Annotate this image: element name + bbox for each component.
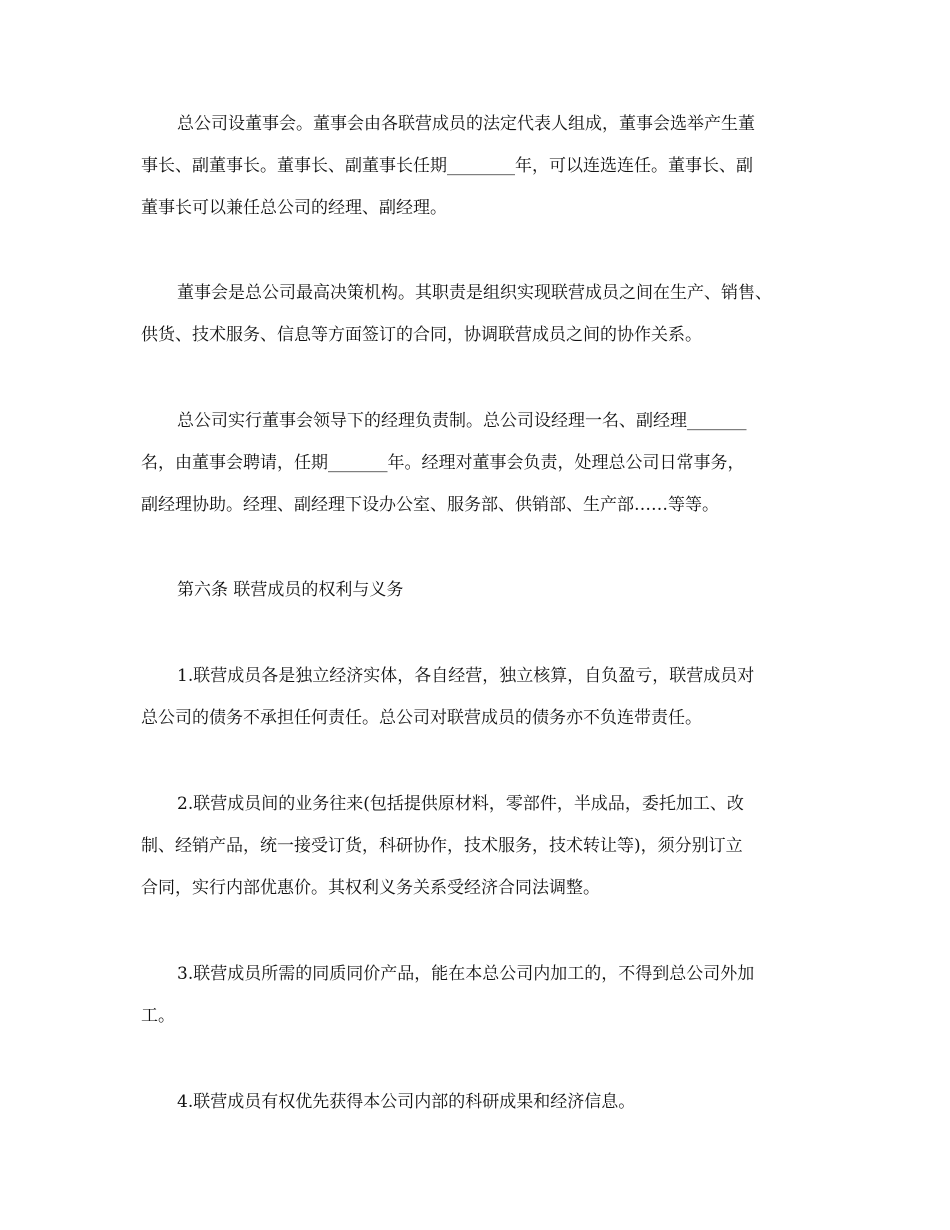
article-heading: 第六条 联营成员的权利与义务 <box>177 580 404 600</box>
text-line: 总公司的债务不承担任何责任。总公司对联营成员的债务亦不负连带责任。 <box>141 708 702 728</box>
paragraph-board-of-directors <box>141 103 821 229</box>
text-line: 总公司实行董事会领导下的经理负责制。总公司设经理一名、副经理_______ <box>177 411 747 431</box>
paragraph-board-duties <box>141 272 821 356</box>
text-line: 工。 <box>141 1006 175 1026</box>
paragraph-manager-responsibility <box>141 400 821 526</box>
text-line: 3.联营成员所需的同质同价产品，能在本总公司内加工的，不得到总公司外加 <box>177 964 755 984</box>
list-item-2 <box>141 783 821 909</box>
text-line: 名，由董事会聘请，任期_______年。经理对董事会负责，处理总公司日常事务， <box>141 453 745 473</box>
text-line: 合同，实行内部优惠价。其权利义务关系受经济合同法调整。 <box>141 878 600 898</box>
text-line: 供货、技术服务、信息等方面签订的合同，协调联营成员之间的协作关系。 <box>141 325 702 345</box>
list-item-4 <box>141 1081 821 1123</box>
text-line: 事长、副董事长。董事长、副董事长任期________年，可以连选连任。董事长、副 <box>141 156 753 176</box>
text-line: 董事长可以兼任总公司的经理、副经理。 <box>141 198 447 218</box>
list-item-1 <box>141 655 821 739</box>
list-item-3 <box>141 953 821 1037</box>
text-line: 董事会是总公司最高决策机构。其职责是组织实现联营成员之间在生产、销售、 <box>177 283 772 303</box>
text-line: 4.联营成员有权优先获得本公司内部的科研成果和经济信息。 <box>177 1092 636 1112</box>
text-line: 制、经销产品，统一接受订货，科研协作，技术服务，技术转让等)，须分别订立 <box>141 836 743 856</box>
text-line: 总公司设董事会。董事会由各联营成员的法定代表人组成，董事会选举产生董 <box>177 114 755 134</box>
text-line: 2.联营成员间的业务往来(包括提供原材料，零部件，半成品，委托加工、改 <box>177 794 744 814</box>
text-line: 副经理协助。经理、副经理下设办公室、服务部、供销部、生产部……等等。 <box>141 495 719 515</box>
text-line: 1.联营成员各是独立经济实体，各自经营，独立核算，自负盈亏，联营成员对 <box>177 666 755 686</box>
